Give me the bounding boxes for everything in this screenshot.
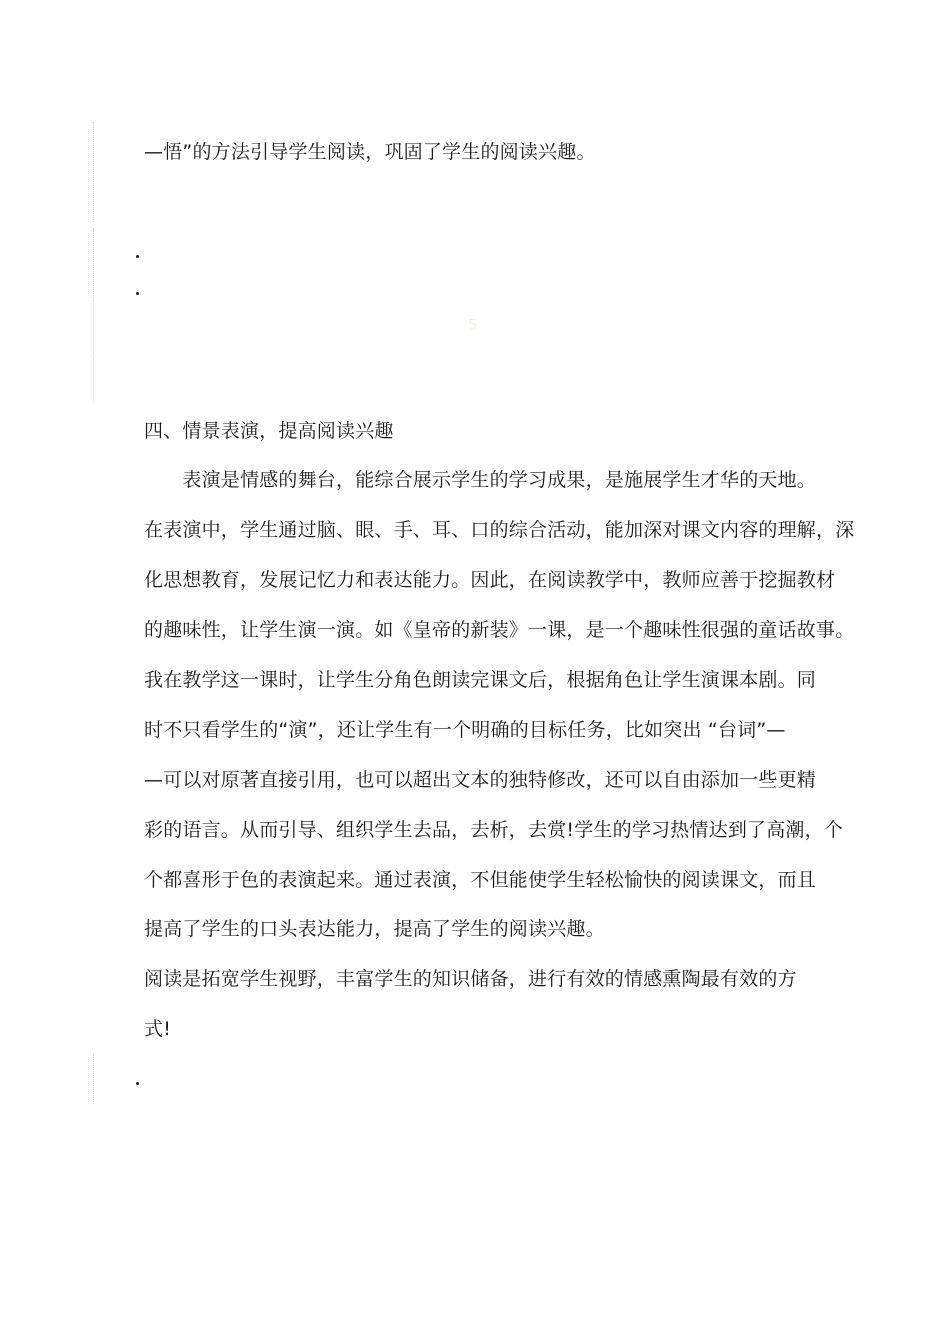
paragraph-line: 提高了学生的口头表达能力，提高了学生的阅读兴趣。 bbox=[144, 918, 605, 940]
bullet-dot bbox=[136, 292, 139, 295]
bullet-dot bbox=[136, 255, 139, 258]
paragraph-line: 在表演中，学生通过脑、眼、手、耳、口的综合活动，能加深对课文内容的理解，深 bbox=[144, 519, 855, 541]
margin-rule bbox=[93, 122, 94, 222]
paragraph-line: 表演是情感的舞台，能综合展示学生的学习成果，是施展学生才华的天地。 bbox=[144, 469, 817, 491]
margin-rule bbox=[93, 300, 94, 352]
paragraph-line: 彩的语言。从而引导、组织学生去品，去析，去赏!学生的学习热情达到了高潮，个 bbox=[144, 819, 844, 841]
bullet-dot bbox=[136, 1082, 139, 1085]
margin-rule bbox=[93, 352, 94, 402]
section-heading: 四、情景表演，提高阅读兴趣 bbox=[144, 420, 394, 442]
margin-rule bbox=[93, 1054, 94, 1104]
paragraph-line: 阅读是拓宽学生视野，丰富学生的知识储备，进行有效的情感熏陶最有效的方 bbox=[144, 968, 797, 990]
paragraph-line: 个都喜形于色的表演起来。通过表演，不但能使学生轻松愉快的阅读课文，而且 bbox=[144, 869, 817, 891]
paragraph-line: 式! bbox=[144, 1018, 172, 1040]
paragraph-line: 化思想教育，发展记忆力和表达能力。因此，在阅读教学中，教师应善于挖掘教材 bbox=[144, 569, 836, 591]
paragraph-line: 时不只看学生的“演”，还让学生有一个明确的目标任务，比如突出 “台词”— bbox=[144, 719, 786, 741]
page-number: 5 bbox=[468, 316, 478, 334]
paragraph-line: 我在教学这一课时，让学生分角色朗读完课文后，根据角色让学生演课本剧。同 bbox=[144, 669, 817, 691]
paragraph-line: —悟”的方法引导学生阅读，巩固了学生的阅读兴趣。 bbox=[144, 141, 596, 163]
margin-rule bbox=[93, 228, 94, 300]
paragraph-line: —可以对原著直接引用，也可以超出文本的独特修改，还可以自由添加一些更精 bbox=[144, 769, 817, 791]
paragraph-line: 的趣味性，让学生演一演。如《皇帝的新装》一课，是一个趣味性很强的童话故事。 bbox=[144, 619, 855, 641]
